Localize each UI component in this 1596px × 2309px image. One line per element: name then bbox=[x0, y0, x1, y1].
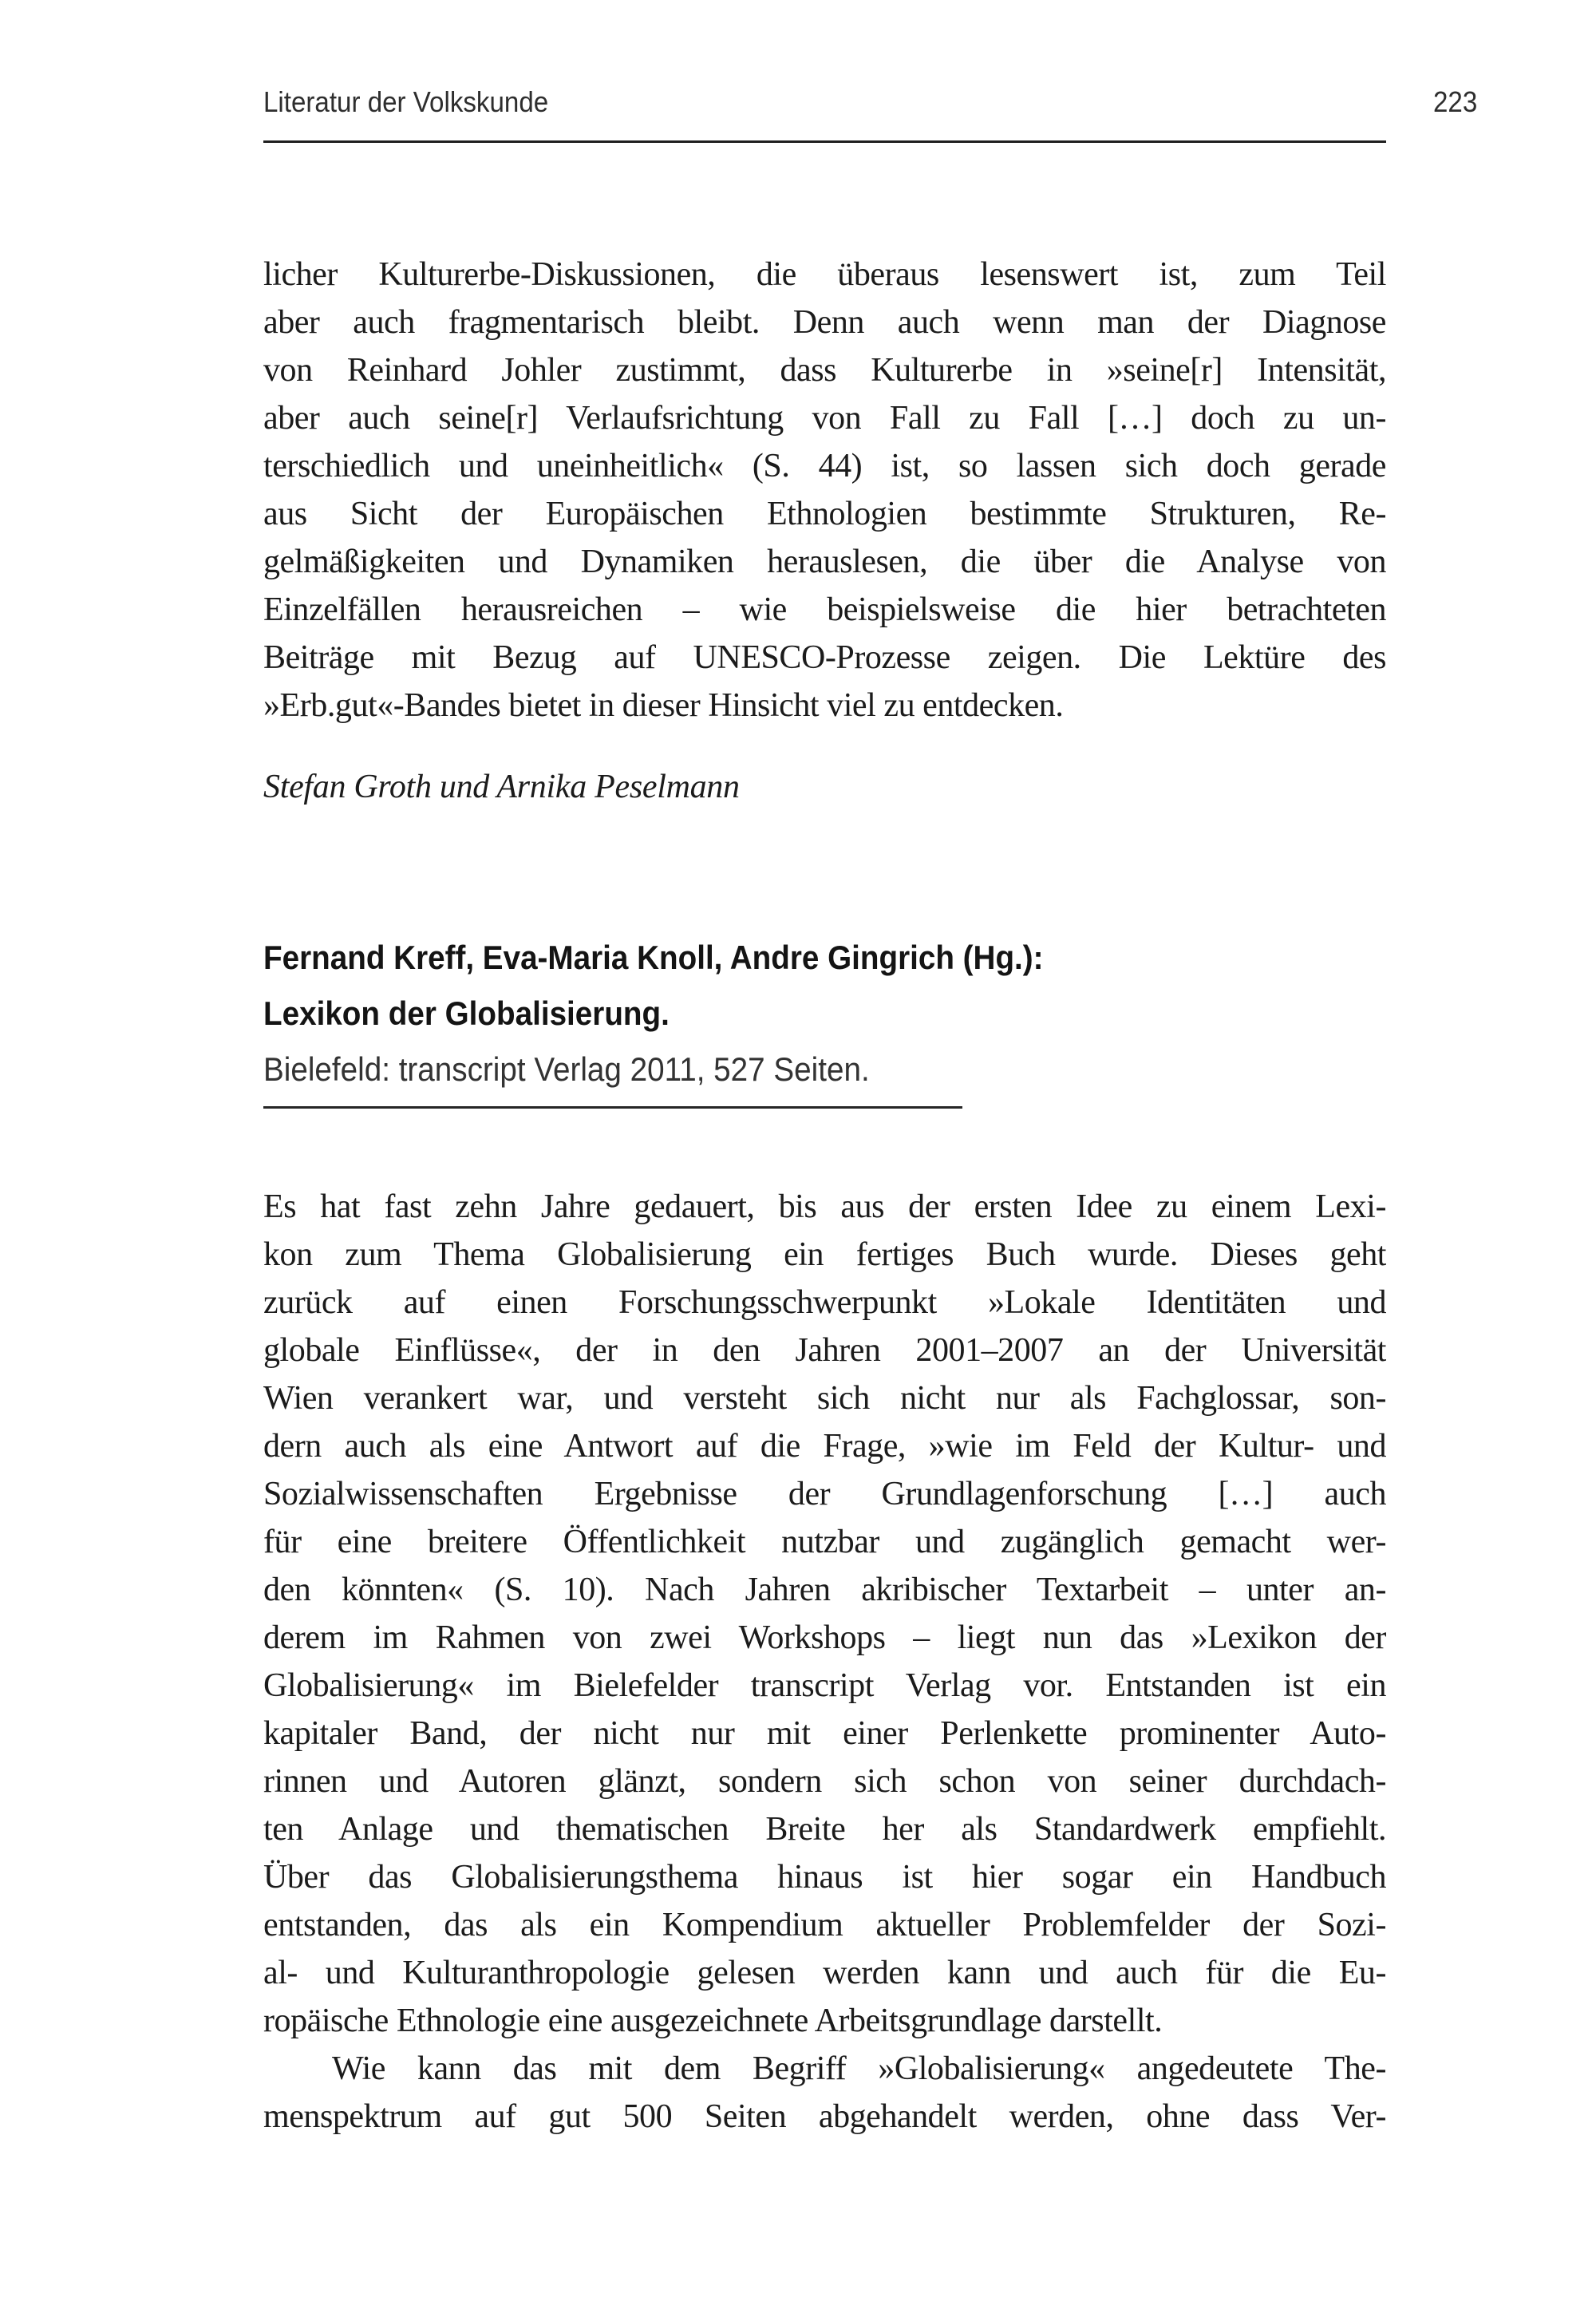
text-line: Über das Globalisierungsthema hinaus ist hier sogar ein Handbuch bbox=[263, 1859, 1386, 1896]
book-heading bbox=[263, 930, 1460, 1097]
header-rule bbox=[263, 140, 1386, 143]
book-publication-text: Bielefeld: transcript Verlag 2011, 527 Seiten. bbox=[263, 1050, 870, 1088]
text-line: entstanden, das als ein Kompendium aktueller Problemfelder der Sozi- bbox=[263, 1907, 1386, 1943]
text-line: Wien verankert war, und versteht sich nicht nur als Fachglossar, son- bbox=[263, 1380, 1386, 1417]
text-line: gelmäßigkeiten und Dynamiken herauslesen, die über die Analyse von bbox=[263, 544, 1386, 580]
running-head-text: Literatur der Volkskunde bbox=[263, 85, 549, 118]
review-conclusion-paragraph bbox=[263, 251, 1386, 729]
text-line: kapitaler Band, der nicht nur mit einer Perlenkette prominenter Auto- bbox=[263, 1715, 1386, 1752]
review-authors-byline: Stefan Groth und Arnika Peselmann bbox=[263, 769, 740, 805]
text-line: den könnten« (S. 10). Nach Jahren akribischer Textarbeit – unter an- bbox=[263, 1572, 1386, 1608]
text-line: aber auch fragmentarisch bleibt. Denn auch wenn man der Diagnose bbox=[263, 304, 1386, 341]
book-title-text: Lexikon der Globalisierung. bbox=[263, 994, 670, 1032]
text-line: von Reinhard Johler zustimmt, dass Kulturerbe in »seine[r] Intensität, bbox=[263, 352, 1386, 389]
text-line: Es hat fast zehn Jahre gedauert, bis aus der ersten Idee zu einem Lexi- bbox=[263, 1188, 1386, 1225]
review-paragraph-1 bbox=[263, 1183, 1386, 2045]
page-number-text: 223 bbox=[1433, 85, 1478, 118]
text-line: dern auch als eine Antwort auf die Frage, »wie im Feld der Kultur- und bbox=[263, 1428, 1386, 1465]
text-line: ten Anlage und thematischen Breite her als Standardwerk empfiehlt. bbox=[263, 1811, 1386, 1848]
text-line: licher Kulturerbe-Diskussionen, die überaus lesenswert ist, zum Teil bbox=[263, 256, 1386, 293]
section-rule bbox=[263, 1106, 962, 1109]
text-line: Einzelfällen herausreichen – wie beispielsweise die hier betrachteten bbox=[263, 591, 1386, 628]
text-line: globale Einflüsse«, der in den Jahren 2001–2007 an der Universität bbox=[263, 1332, 1386, 1369]
text-line: »Erb.gut«-Bandes bietet in dieser Hinsicht viel zu entdecken. bbox=[263, 687, 1064, 724]
text-line: zurück auf einen Forschungsschwerpunkt »Lokale Identitäten und bbox=[263, 1284, 1386, 1321]
text-line: kon zum Thema Globalisierung ein fertiges Buch wurde. Dieses geht bbox=[263, 1236, 1386, 1273]
book-editors-text: Fernand Kreff, Eva-Maria Knoll, Andre Gingrich (Hg.): bbox=[263, 939, 1044, 976]
text-line: derem im Rahmen von zwei Workshops – liegt nun das »Lexikon der bbox=[263, 1619, 1386, 1656]
book-title-line bbox=[263, 986, 1460, 1042]
text-line: aus Sicht der Europäischen Ethnologien bestimmte Strukturen, Re- bbox=[263, 496, 1386, 532]
text-line: für eine breitere Öffentlichkeit nutzbar und zugänglich gemacht wer- bbox=[263, 1524, 1386, 1560]
review-paragraph-2 bbox=[263, 2045, 1386, 2141]
text-line: menspektrum auf gut 500 Seiten abgehandelt werden, ohne dass Ver- bbox=[263, 2098, 1386, 2135]
book-publication-line bbox=[263, 1042, 1460, 1097]
text-line: ropäische Ethnologie eine ausgezeichnete Arbeitsgrundlage darstellt. bbox=[263, 2003, 1163, 2039]
text-line: Beiträge mit Bezug auf UNESCO-Prozesse zeigen. Die Lektüre des bbox=[263, 639, 1386, 676]
page-number bbox=[1433, 86, 1481, 118]
text-line: rinnen und Autoren glänzt, sondern sich schon von seiner durchdach- bbox=[263, 1763, 1386, 1800]
text-line: aber auch seine[r] Verlaufsrichtung von Fall zu Fall […] doch zu un- bbox=[263, 400, 1386, 437]
text-line: al- und Kulturanthropologie gelesen werden kann und auch für die Eu- bbox=[263, 1955, 1386, 1991]
book-editors-line bbox=[263, 930, 1460, 986]
text-line: Sozialwissenschaften Ergebnisse der Grundlagenforschung […] auch bbox=[263, 1476, 1386, 1512]
running-head bbox=[263, 86, 573, 118]
text-line: Wie kann das mit dem Begriff »Globalisierung« angedeutete The- bbox=[332, 2050, 1386, 2087]
text-line: Globalisierung« im Bielefelder transcript Verlag vor. Entstanden ist ein bbox=[263, 1667, 1386, 1704]
text-line: terschiedlich und uneinheitlich« (S. 44) ist, so lassen sich doch gerade bbox=[263, 448, 1386, 484]
